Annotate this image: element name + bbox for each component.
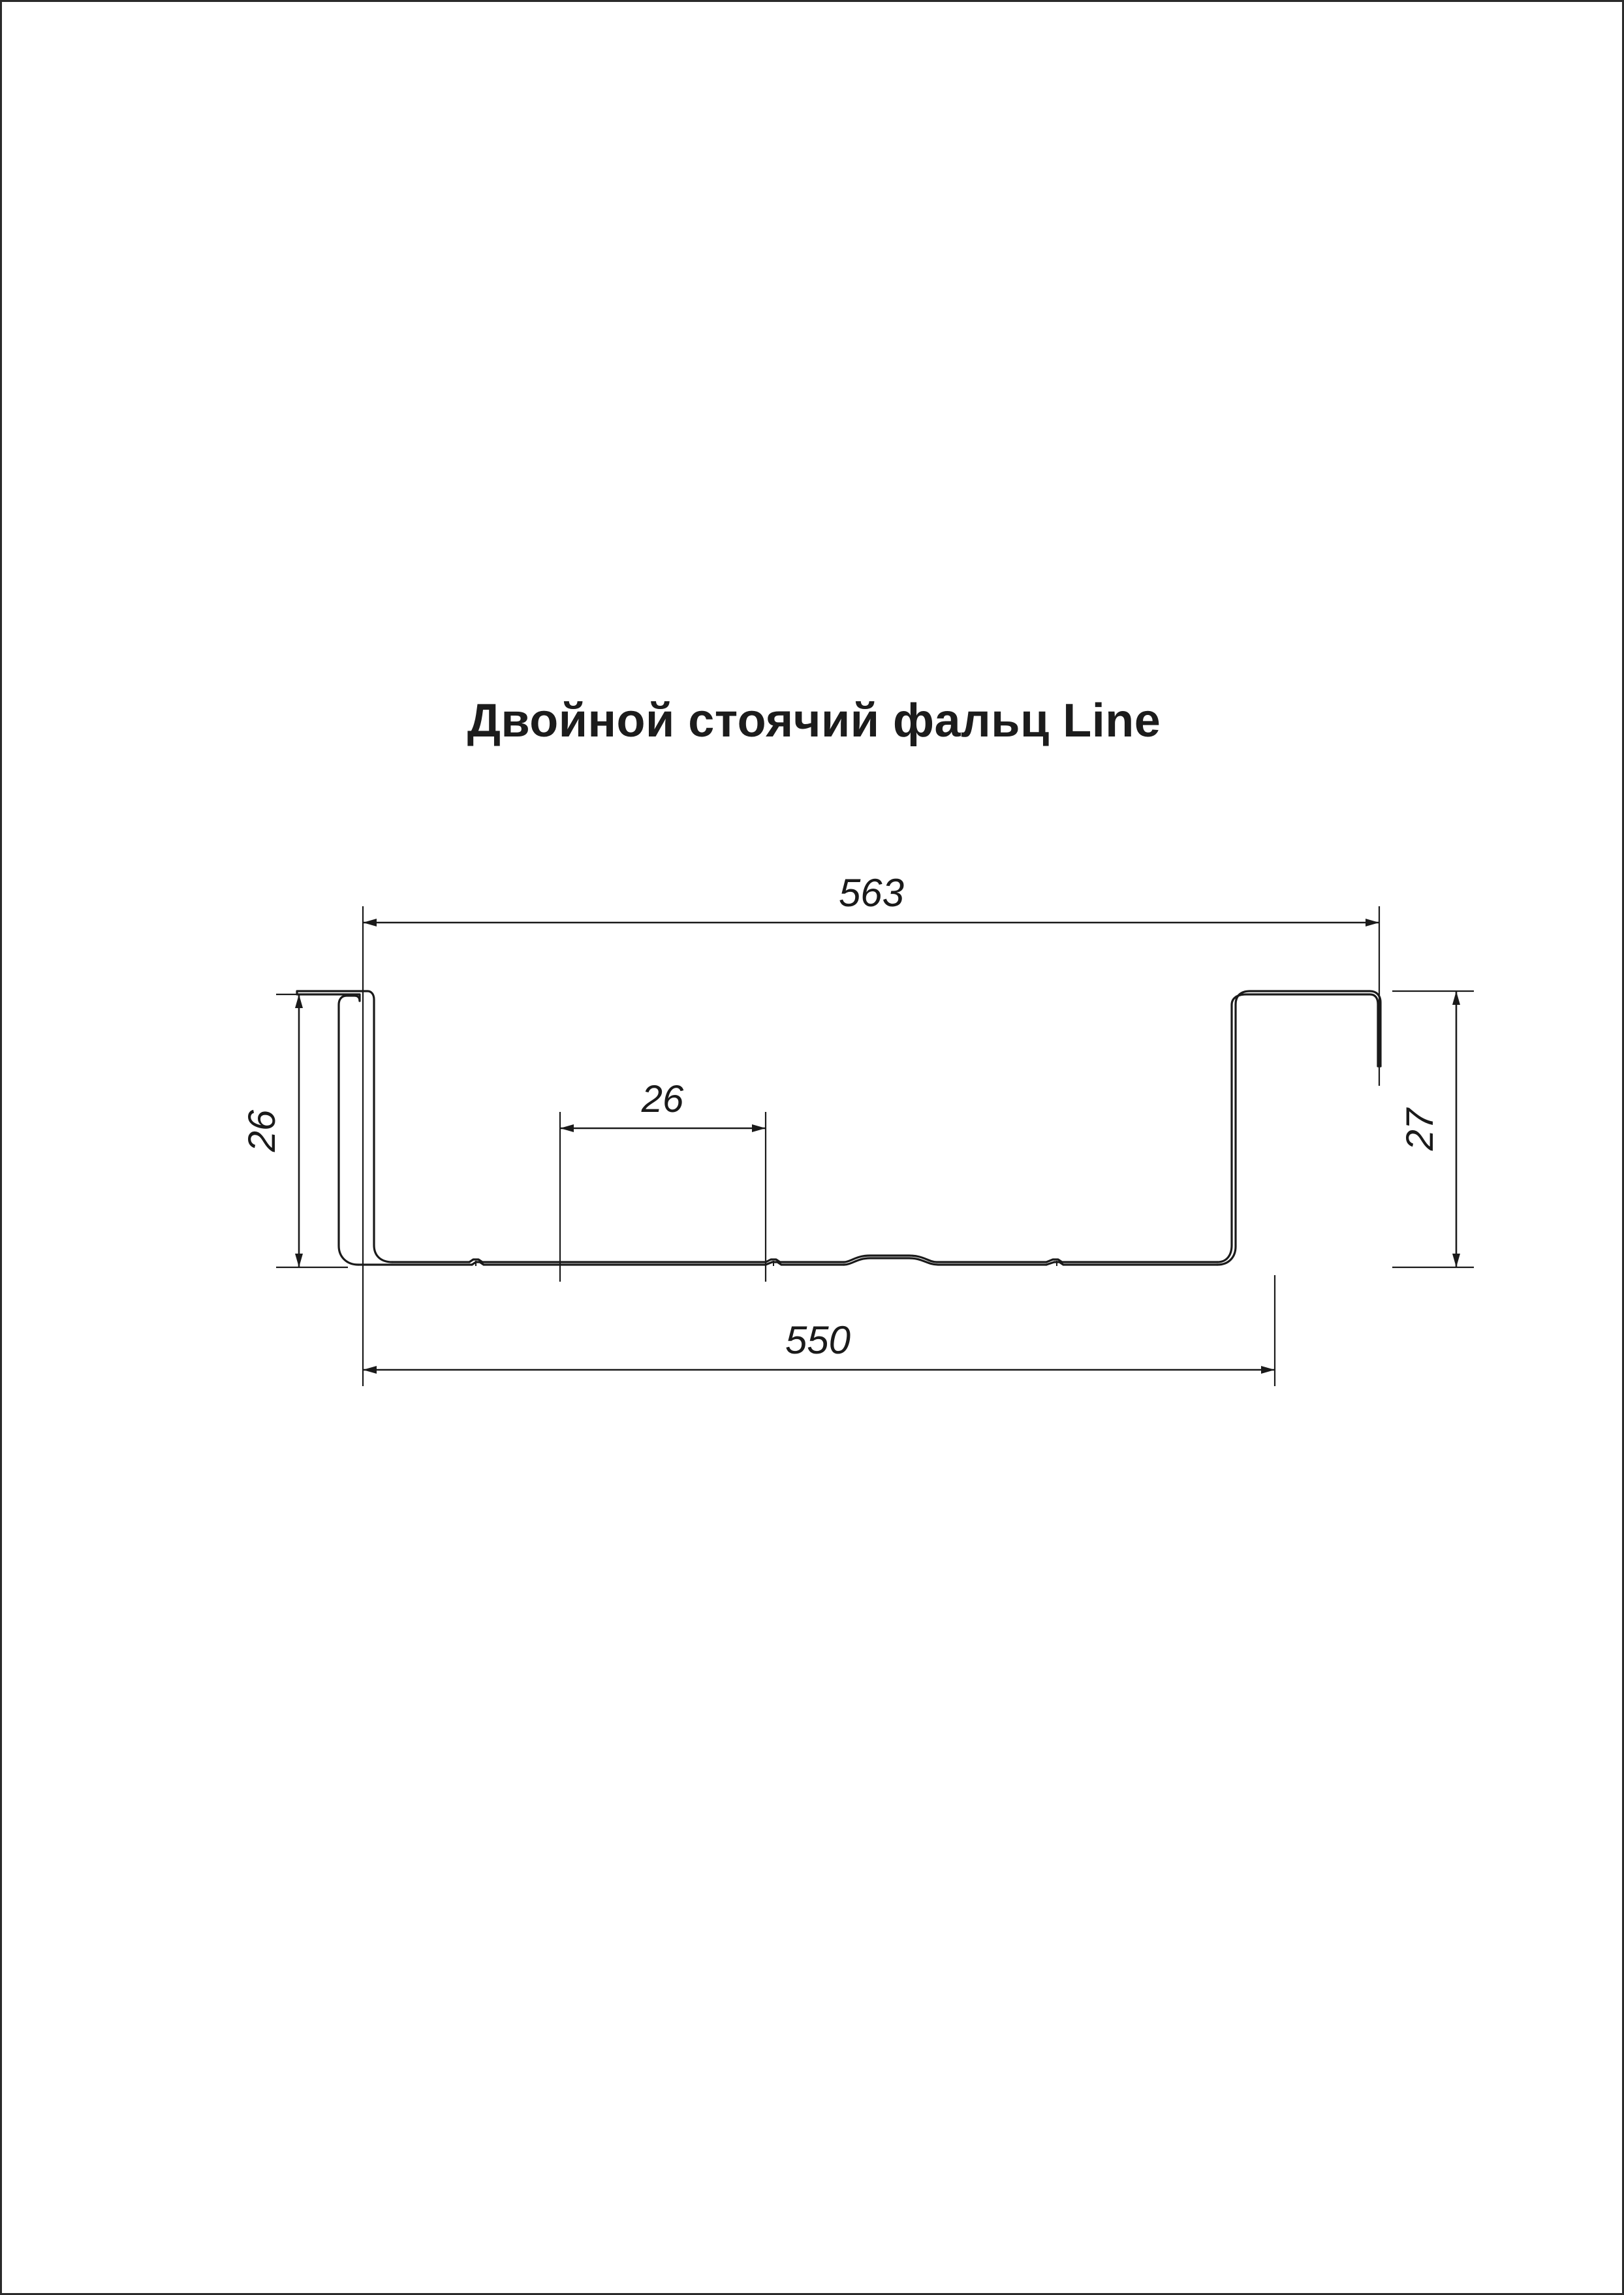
page-title: Двойной стоячий фальц Line bbox=[467, 695, 1161, 747]
dimension-label-26-left: 26 bbox=[241, 1109, 283, 1152]
dimension-label-563: 563 bbox=[838, 871, 905, 915]
dimension-label-550: 550 bbox=[785, 1318, 851, 1362]
dimension-label-26-rib: 26 bbox=[641, 1078, 684, 1120]
profile-outline bbox=[297, 991, 1381, 1265]
dimension-right-height bbox=[1399, 991, 1456, 1267]
dimension-left-height bbox=[241, 994, 299, 1267]
dimension-top-width bbox=[363, 871, 1379, 923]
technical-drawing bbox=[2, 870, 1624, 1491]
dimension-rib-width bbox=[560, 1078, 766, 1128]
dimension-bottom-width bbox=[363, 1318, 1275, 1370]
extension-lines bbox=[276, 906, 1474, 1386]
dimension-label-27-right: 27 bbox=[1399, 1108, 1441, 1151]
